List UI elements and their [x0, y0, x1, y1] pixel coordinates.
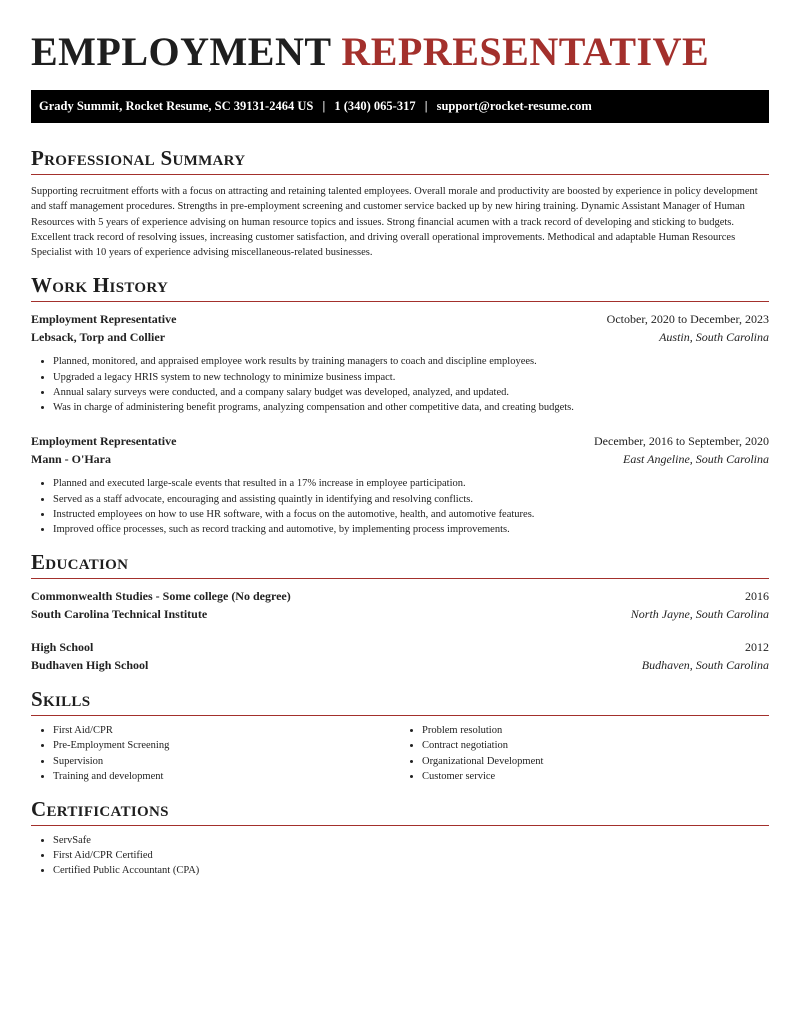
- skill-item: • Problem resolution: [422, 723, 769, 738]
- job-dates: December, 2016 to September, 2020: [594, 434, 769, 449]
- summary-heading: Professional Summary: [31, 145, 769, 175]
- skills-list-left: [31, 723, 400, 784]
- resume-title: [31, 28, 769, 76]
- education-degree: Commonwealth Studies - Some college (No degree): [31, 589, 291, 604]
- title-first-word: EMPLOYMENT: [31, 29, 331, 74]
- education-location: North Jayne, South Carolina: [630, 607, 769, 622]
- education-section: [31, 549, 769, 674]
- job-entry: [31, 310, 769, 415]
- job-location: Austin, South Carolina: [659, 330, 769, 345]
- education-heading: Education: [31, 549, 769, 579]
- education-school: Budhaven High School: [31, 658, 149, 673]
- contact-email[interactable]: support@rocket-resume.com: [436, 99, 592, 113]
- job-bullet: • Planned, monitored, and appraised employee work results by training managers to coach and discipline employees.: [53, 354, 769, 369]
- certification-item: • Certified Public Accountant (CPA): [53, 863, 769, 878]
- job-bullet: • Instructed employees on how to use HR software, with a focus on the automotive, health, and automotive features.: [53, 507, 769, 522]
- job-bullet: • Improved office processes, such as record tracking and automotive, by implementing process improvements.: [53, 522, 769, 537]
- skill-item: • Organizational Development: [422, 754, 769, 769]
- work-history-heading: Work History: [31, 272, 769, 302]
- job-location: East Angeline, South Carolina: [623, 452, 769, 467]
- skill-item: • Customer service: [422, 769, 769, 784]
- job-entry: [31, 432, 769, 537]
- certification-item: • ServSafe: [53, 833, 769, 848]
- certification-item: • First Aid/CPR Certified: [53, 848, 769, 863]
- education-entry: [31, 638, 769, 674]
- skills-columns: [31, 723, 769, 784]
- skill-item: • Pre-Employment Screening: [53, 738, 400, 753]
- contact-separator: |: [424, 99, 428, 113]
- job-company: Lebsack, Torp and Collier: [31, 330, 166, 345]
- certifications-section: [31, 796, 769, 879]
- job-bullet: • Upgraded a legacy HRIS system to new technology to minimize business impact.: [53, 370, 769, 385]
- education-year: 2016: [745, 589, 769, 604]
- contact-phone: 1 (340) 065-317: [334, 99, 416, 113]
- education-entry: [31, 587, 769, 623]
- job-company: Mann - O'Hara: [31, 452, 111, 467]
- job-title: Employment Representative: [31, 312, 177, 327]
- job-bullets: [31, 354, 769, 415]
- education-location: Budhaven, South Carolina: [641, 658, 769, 673]
- summary-section: [31, 145, 769, 260]
- skills-list-right: [400, 723, 769, 784]
- skill-item: • Contract negotiation: [422, 738, 769, 753]
- certifications-heading: Certifications: [31, 796, 769, 826]
- job-bullet: • Annual salary surveys were conducted, and a company salary budget was developed, analyzed, and updated.: [53, 385, 769, 400]
- title-second-word: REPRESENTATIVE: [341, 29, 710, 74]
- job-dates: October, 2020 to December, 2023: [606, 312, 769, 327]
- summary-text: Supporting recruitment efforts with a focus on attracting and retaining talented employees. Overall morale and productivity are boosted by experience in policy development and staff management procedures. Strengths in pre-employment screening and customer service backed up by new hiring training. Dynamic Assistant Manager of Human Resources with 5 years of experience advising on human resource topics and issues. Strong financial acumen with a track record of developing and sticking to budgets. Excellent track record of resolving issues, increasing customer satisfaction, and driving overall operational improvements. Methodical and adaptable Human Resources Specialist with 10 years of experience advising miscellaneous-related businesses.: [31, 186, 758, 259]
- education-school: South Carolina Technical Institute: [31, 607, 208, 622]
- job-bullets: [31, 476, 769, 537]
- education-year: 2012: [745, 640, 769, 655]
- job-title: Employment Representative: [31, 434, 177, 449]
- skill-item: • First Aid/CPR: [53, 723, 400, 738]
- certifications-list: [31, 833, 769, 879]
- skills-heading: Skills: [31, 686, 769, 716]
- skill-item: • Training and development: [53, 769, 400, 784]
- job-bullet: • Was in charge of administering benefit programs, analyzing compensation and other competitive data, and creating budgets.: [53, 400, 769, 415]
- contact-separator: |: [322, 99, 326, 113]
- skill-item: • Supervision: [53, 754, 400, 769]
- job-bullet: • Planned and executed large-scale events that resulted in a 17% increase in employee participation.: [53, 476, 769, 491]
- work-history-section: [31, 272, 769, 537]
- job-bullet: • Served as a staff advocate, encouraging and assisting quaintly in identifying and resolving conflicts.: [53, 492, 769, 507]
- education-degree: High School: [31, 640, 94, 655]
- contact-bar: [31, 90, 769, 123]
- skills-section: [31, 686, 769, 784]
- contact-address: Grady Summit, Rocket Resume, SC 39131-2464 US: [39, 99, 314, 113]
